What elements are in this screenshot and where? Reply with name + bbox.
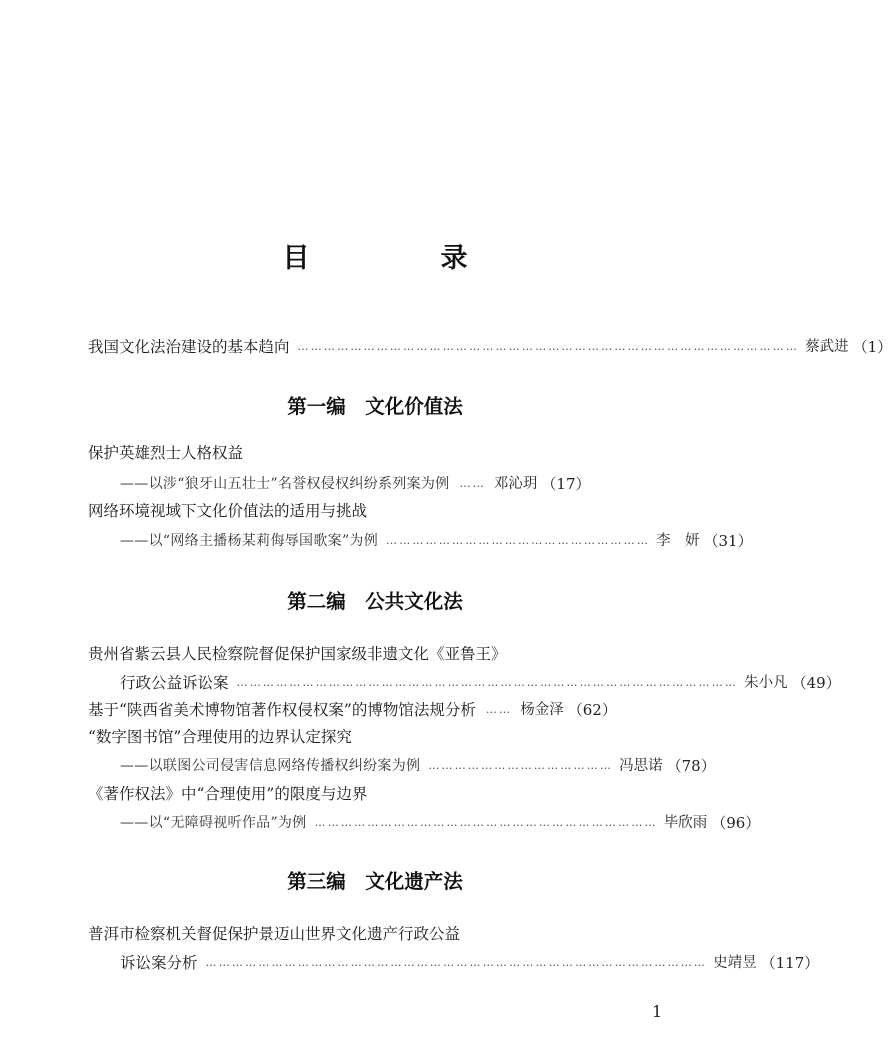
leader-dots: ……	[485, 703, 513, 716]
toc-entry[interactable]	[88, 441, 663, 465]
entry-title-continuation: 行政公益诉讼案	[120, 674, 229, 692]
entry-title: 普洱市检察机关督促保护景迈山世界文化遗产行政公益	[88, 925, 461, 943]
page-number: 1	[652, 1002, 663, 1021]
toc-entry-subtitle-line[interactable]	[120, 529, 753, 553]
entry-page: （62）	[567, 701, 617, 719]
entry-subtitle: ——以联图公司侵害信息网络传播权纠纷案为例	[120, 758, 421, 774]
section-heading: 第三编 文化遗产法	[287, 870, 463, 893]
entry-page: （117）	[760, 954, 820, 972]
entry-title: “数字图书馆”合理使用的边界认定探究	[88, 728, 352, 746]
entry-author: 朱小凡	[744, 675, 788, 691]
entry-title: 保护英雄烈士人格权益	[88, 444, 244, 462]
entry-subtitle: ——以“网络主播杨某莉侮辱国歌案”为例	[120, 533, 379, 549]
entry-author: 史靖昱	[713, 955, 757, 971]
entry-author: 蔡武进	[805, 339, 849, 355]
toc-entry[interactable]	[88, 782, 663, 806]
entry-title-continuation: 诉讼案分析	[120, 954, 198, 972]
toc-entry[interactable]	[88, 642, 663, 666]
entry-title: 贵州省紫云县人民检察院督促保护国家级非遗文化《亚鲁王》	[88, 645, 507, 663]
section-heading: 第二编 公共文化法	[287, 590, 463, 613]
entry-page: （17）	[541, 475, 591, 493]
entry-title: 基于“陕西省美术博物馆著作权侵权案”的博物馆法规分析	[88, 701, 476, 719]
toc-entry-continuation[interactable]	[120, 671, 841, 695]
entry-subtitle: ——以涉“狼牙山五壮士”名誉权侵权纠纷系列案为例	[120, 476, 450, 492]
toc-entry[interactable]	[88, 499, 663, 523]
entry-author: 冯思诺	[619, 758, 663, 774]
entry-page: （49）	[791, 674, 841, 692]
toc-entry-subtitle-line[interactable]	[120, 754, 716, 778]
entry-page: （78）	[666, 757, 716, 775]
entry-author: 毕欣雨	[663, 815, 708, 831]
entry-subtitle: ——以“无障碍视听作品”为例	[120, 815, 307, 831]
section-heading: 第一编 文化价值法	[287, 395, 463, 418]
entry-author: 李 妍	[656, 533, 700, 549]
leader-dots: ……………………………………………………………………………………………………	[297, 340, 800, 353]
toc-entry[interactable]	[88, 725, 663, 749]
entry-page: （31）	[703, 532, 753, 550]
leader-dots: ……………………………………………………………………	[314, 816, 658, 829]
toc-entry-subtitle-line[interactable]	[120, 472, 663, 496]
leader-dots: ……………………………………	[428, 759, 614, 772]
toc-entry-subtitle-line[interactable]	[120, 811, 761, 835]
entry-title: 我国文化法治建设的基本趋向	[88, 338, 290, 356]
entry-title: 《著作权法》中“合理使用”的限度与边界	[88, 785, 368, 803]
entry-author: 邓沁玥	[493, 476, 538, 492]
entry-page: （1）	[852, 338, 892, 356]
leader-dots: ……………………………………………………	[386, 534, 651, 547]
entry-author: 杨金泽	[520, 702, 564, 718]
toc-entry[interactable]	[88, 922, 663, 946]
toc-entry-continuation[interactable]	[120, 951, 820, 975]
leader-dots: ……	[459, 477, 486, 490]
toc-entry[interactable]	[88, 698, 663, 722]
page-title: 目 录	[282, 243, 520, 274]
entry-title: 网络环境视域下文化价值法的适用与挑战	[88, 502, 368, 520]
toc-entry[interactable]	[88, 335, 892, 359]
leader-dots: ……………………………………………………………………………………………………	[236, 676, 739, 689]
leader-dots: ……………………………………………………………………………………………………	[205, 956, 708, 969]
entry-page: （96）	[711, 814, 761, 832]
